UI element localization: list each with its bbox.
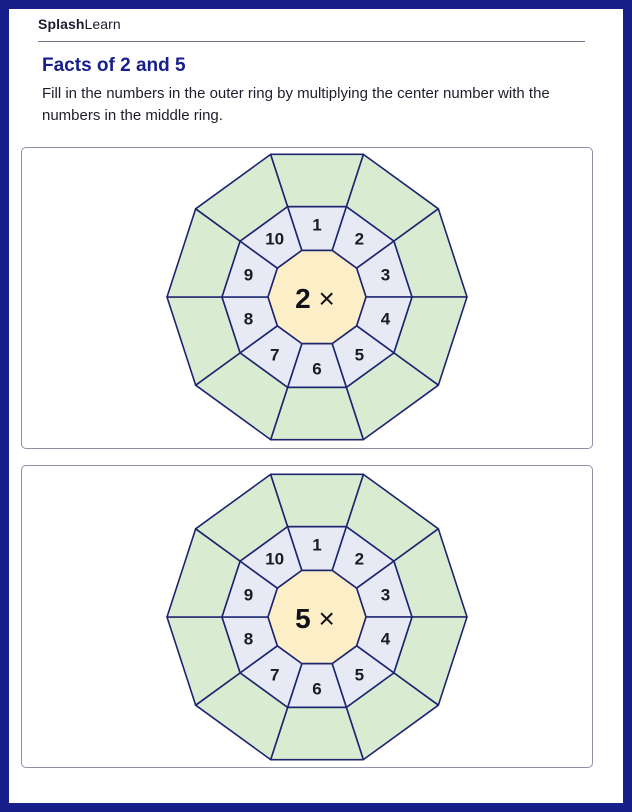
ring-number-1: 1	[312, 215, 322, 235]
center-expression	[295, 603, 335, 634]
ring-number-4: 4	[380, 629, 391, 649]
answer-cell-2-10[interactable]	[271, 474, 364, 526]
ring-number-8: 8	[243, 629, 254, 649]
ring-number-7: 7	[269, 345, 280, 365]
ring-number-9: 9	[243, 585, 254, 605]
ring-number-1: 1	[312, 535, 322, 555]
multiplication-wheel-1	[22, 148, 594, 450]
ring-number-2: 2	[354, 229, 365, 249]
ring-number-5: 5	[354, 345, 365, 365]
center-expression	[295, 283, 335, 314]
worksheet-title: Facts of 2 and 5	[42, 55, 186, 76]
ring-number-8: 8	[243, 309, 254, 329]
ring-number-3: 3	[380, 265, 391, 285]
ring-number-5: 5	[354, 665, 365, 685]
wheel-card-1	[21, 147, 593, 449]
ring-number-6: 6	[312, 679, 322, 699]
ring-number-9: 9	[243, 265, 254, 285]
ring-number-4: 4	[380, 309, 391, 329]
ring-number-10: 10	[265, 549, 285, 569]
multiply-operator: ×	[318, 282, 335, 314]
ring-number-6: 6	[312, 359, 322, 379]
wheel-card-2	[21, 465, 593, 768]
header-divider	[38, 41, 585, 42]
ring-number-7: 7	[269, 665, 280, 685]
splashlearn-logo: SplashLearn	[38, 16, 121, 32]
multiply-operator: ×	[318, 602, 335, 634]
answer-cell-1-10[interactable]	[271, 154, 364, 206]
center-number: 2	[295, 282, 319, 314]
worksheet-instructions: Fill in the numbers in the outer ring by multiplying the center number with the numbers in the middle ring.	[42, 85, 550, 124]
multiplication-wheel-2	[22, 466, 594, 769]
ring-number-3: 3	[380, 585, 391, 605]
ring-number-2: 2	[354, 549, 365, 569]
ring-number-10: 10	[265, 229, 285, 249]
center-number: 5	[295, 602, 319, 634]
